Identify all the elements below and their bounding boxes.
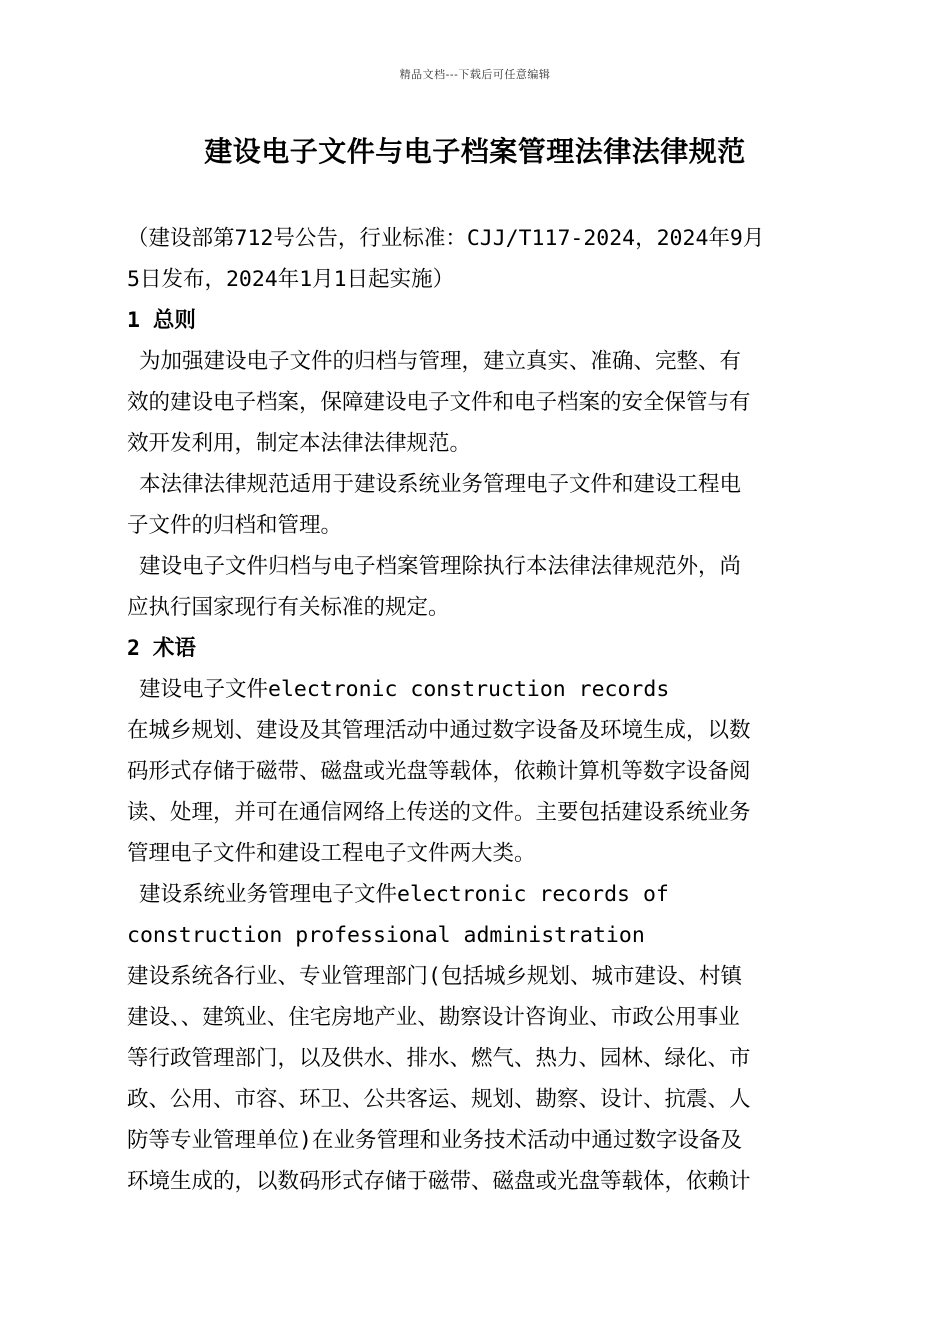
text-line: 等行政管理部门，以及供水、排水、燃气、热力、园林、绿化、市 <box>127 1046 751 1071</box>
text-line: 为加强建设电子文件的归档与管理，建立真实、准确、完整、有 <box>139 349 742 374</box>
document-body <box>127 218 827 1202</box>
text-line: 效的建设电子档案，保障建设电子文件和电子档案的安全保管与有 <box>127 390 751 415</box>
text-line: 应执行国家现行有关标准的规定。 <box>127 595 450 620</box>
text-line: 环境生成的，以数码形式存储于磁带、磁盘或光盘等载体，依赖计 <box>127 1169 751 1194</box>
term-line: 建设电子文件electronic construction records <box>139 677 670 702</box>
text-line: 管理电子文件和建设工程电子文件两大类。 <box>127 841 536 866</box>
header-note: 精品文档---下载后可任意编辑 <box>399 68 551 81</box>
text-line: 读、处理，并可在通信网络上传送的文件。主要包括建设系统业务 <box>127 800 751 825</box>
term-line: 建设系统业务管理电子文件electronic records of <box>139 882 669 907</box>
term-line: construction professional administration <box>127 923 645 948</box>
text-line: 本法律法律规范适用于建设系统业务管理电子文件和建设工程电 <box>139 472 742 497</box>
text-line: 建设电子文件归档与电子档案管理除执行本法律法律规范外，尚 <box>139 554 742 579</box>
text-line: 效开发利用，制定本法律法律规范。 <box>127 431 472 456</box>
text-line: 防等专业管理单位)在业务管理和业务技术活动中通过数字设备及 <box>127 1128 742 1153</box>
text-line: 建设系统各行业、专业管理部门(包括城乡规划、城市建设、村镇 <box>127 964 742 989</box>
text-line: 政、公用、市容、环卫、公共客运、规划、勘察、设计、抗震、人 <box>127 1087 751 1112</box>
text-line: 5日发布，2024年1月1日起实施） <box>127 267 455 292</box>
section-heading: 2 术语 <box>127 636 196 661</box>
document-title: 建设电子文件与电子档案管理法律法律规范 <box>204 135 746 168</box>
text-line: （建设部第712号公告，行业标准：CJJ/T117-2024，2024年9月 <box>127 226 765 251</box>
section-heading: 1 总则 <box>127 308 196 333</box>
text-line: 建设、、建筑业、住宅房地产业、勘察设计咨询业、市政公用事业 <box>127 1005 740 1030</box>
text-line: 子文件的归档和管理。 <box>127 513 343 538</box>
text-line: 码形式存储于磁带、磁盘或光盘等载体，依赖计算机等数字设备阅 <box>127 759 751 784</box>
text-line: 在城乡规划、建设及其管理活动中通过数字设备及环境生成，以数 <box>127 718 751 743</box>
